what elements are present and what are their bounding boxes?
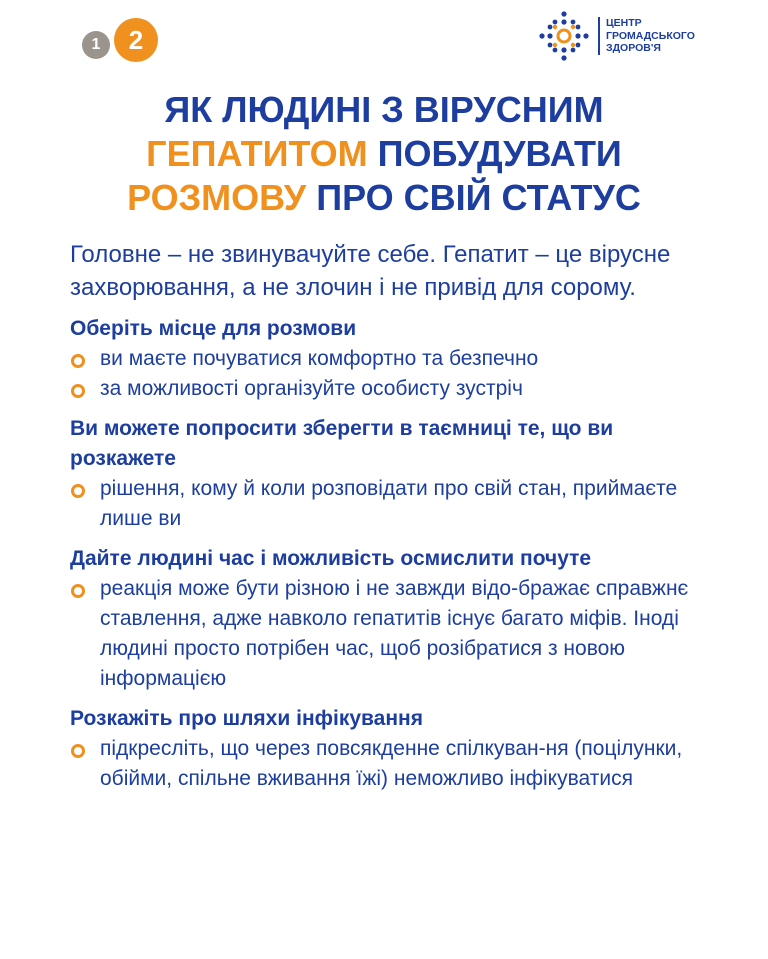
bullet-circle-icon xyxy=(71,584,85,598)
section-list xyxy=(70,474,710,534)
bullet-circle-icon xyxy=(71,744,85,758)
main-content xyxy=(70,238,710,794)
logo-line-3: ЗДОРОВ'Я xyxy=(606,42,661,55)
section-list xyxy=(70,574,710,694)
list-item-text: рішення, кому й коли розповідати про свій стан, приймаєте лише ви xyxy=(100,477,678,530)
page-title xyxy=(0,88,768,220)
bullet-circle-icon xyxy=(71,384,85,398)
bullet-circle-icon xyxy=(71,354,85,368)
list-item-text: реакція може бути різною і не завжди відо-бражає справжнє ставлення, адже навколо гепатитів існує багато міфів. Іноді людині просто потрібен час, щоб розібратися з новою інформацією xyxy=(100,577,689,690)
section-heading: Дайте людині час і можливість осмислити почуте xyxy=(70,547,592,570)
page-2-indicator[interactable]: 2 xyxy=(114,18,158,62)
page-1-indicator[interactable]: 1 xyxy=(82,31,110,59)
section-list xyxy=(70,734,710,794)
title-accent-1: ГЕПАТИТОМ xyxy=(146,133,368,174)
list-item xyxy=(70,344,710,374)
page-indicator xyxy=(82,18,158,62)
list-item xyxy=(70,374,710,404)
section-heading: Оберіть місце для розмови xyxy=(70,317,357,340)
organization-logo xyxy=(538,10,695,62)
list-item xyxy=(70,574,710,694)
list-item-text: ви маєте почуватися комфортно та безпечно xyxy=(100,347,539,370)
section-list xyxy=(70,344,710,404)
title-accent-2: РОЗМОВУ xyxy=(127,177,307,218)
intro-paragraph: Головне – не звинувачуйте себе. Гепатит – це вірусне захворювання, а не злочин і не привід для сорому. xyxy=(70,241,671,301)
bullet-circle-icon xyxy=(71,484,85,498)
title-line-1: ЯК ЛЮДИНІ З ВІРУСНИМ xyxy=(164,89,604,130)
logo-dots-icon xyxy=(538,10,590,62)
list-item-text: підкресліть, що через повсякденне спілкуван-ня (поцілунки, обійми, спільне вживання їжі) неможливо інфікуватися xyxy=(100,737,683,790)
logo-text xyxy=(598,17,695,55)
section-heading: Ви можете попросити зберегти в таємниці те, що ви розкажете xyxy=(70,417,614,470)
logo-line-2: ГРОМАДСЬКОГО xyxy=(606,29,695,42)
list-item xyxy=(70,474,710,534)
list-item xyxy=(70,734,710,794)
title-line-2: ПОБУДУВАТИ xyxy=(367,133,622,174)
title-line-3: ПРО СВІЙ СТАТУС xyxy=(306,177,641,218)
logo-line-1: ЦЕНТР xyxy=(606,17,642,30)
section-heading: Розкажіть про шляхи інфікування xyxy=(70,707,423,730)
list-item-text: за можливості організуйте особисту зустріч xyxy=(100,377,523,400)
